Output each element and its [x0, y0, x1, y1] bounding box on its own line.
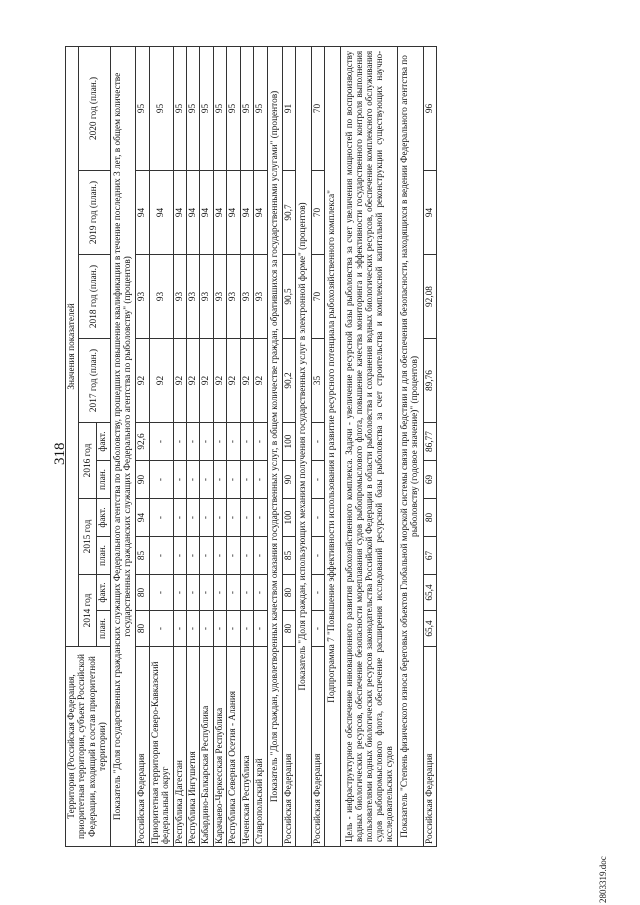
value-cell: 69 — [423, 461, 436, 499]
value-cell: 94 — [200, 171, 213, 255]
value-cell: - — [254, 423, 267, 461]
fact-header: факт. — [97, 423, 110, 461]
value-cell: - — [200, 611, 213, 647]
value-cell: 90,2 — [282, 339, 295, 423]
territory-name: Чеченская Республика — [240, 647, 253, 847]
value-cell: - — [200, 575, 213, 611]
value-cell: 94 — [240, 171, 253, 255]
value-cell: - — [311, 461, 324, 499]
value-cell: 92 — [173, 339, 186, 423]
value-cell: 92 — [227, 339, 240, 423]
value-cell: 85 — [282, 537, 295, 575]
value-cell: - — [311, 575, 324, 611]
value-cell: 93 — [240, 255, 253, 339]
value-cell: 92 — [200, 339, 213, 423]
value-cell: - — [227, 461, 240, 499]
value-cell: - — [240, 423, 253, 461]
plan-header: план. — [97, 611, 110, 647]
value-cell: - — [173, 499, 186, 537]
table-row — [282, 46, 295, 846]
value-cell: - — [149, 611, 173, 647]
value-cell: 90,7 — [282, 171, 295, 255]
value-cell: 93 — [227, 255, 240, 339]
year-plan-header: 2018 год (план.) — [79, 255, 110, 339]
value-cell: - — [254, 537, 267, 575]
value-cell: 90,5 — [282, 255, 295, 339]
value-cell: - — [311, 423, 324, 461]
value-cell: - — [187, 575, 200, 611]
territory-name: Российская Федерация — [311, 647, 324, 847]
territory-name: Карачаево-Черкесская Республика — [213, 647, 226, 847]
value-cell: - — [187, 461, 200, 499]
section-row — [325, 46, 340, 846]
territory-name: Российская Федерация — [136, 647, 149, 847]
section-row — [397, 46, 423, 846]
territory-name: Российская Федерация — [423, 647, 436, 847]
indicator-title: Показатель "Доля граждан, использующих механизм получения государственных услуг в электронной форме" (процентов) — [296, 46, 311, 846]
value-cell: - — [200, 423, 213, 461]
table-body — [110, 46, 437, 846]
value-cell: 93 — [149, 255, 173, 339]
value-cell: 92 — [187, 339, 200, 423]
value-cell: 70 — [311, 46, 324, 170]
goal-text: Цель - инфраструктурное обеспечение инновационного развития рыбохозяйственного комплекса. Задачи - увеличение ресурсной базы рыболовства за счет увеличения мощностей по воспроизводству водных биологических ресурсов, обеспечение безопасности мореплавания судов рыбопромыслового флота, повышение качества мониторинга и эффективности государственного контроля выполнения пользователями водных биологических ресурсов законодательства Российской Федерации в области рыболовства и сохранения водных биологических ресурсов, обеспечение комплексного обслуживания судов рыбопромыслового флота, обеспечение расширения исследований ресурсной базы рыболовства за счет строительства и комплексной капитальной реконструкции существующих научно-исследовательских судов — [340, 46, 397, 846]
value-cell: 94 — [254, 171, 267, 255]
value-cell: 93 — [213, 255, 226, 339]
table-row — [311, 46, 324, 846]
year-plan-header: 2017 год (план.) — [79, 339, 110, 423]
value-cell: - — [254, 575, 267, 611]
value-cell: 100 — [282, 423, 295, 461]
footer-filename: 2803319.doc — [598, 856, 608, 903]
value-cell: - — [187, 423, 200, 461]
value-cell: 91 — [282, 46, 295, 170]
value-cell: 100 — [282, 499, 295, 537]
value-cell: - — [240, 461, 253, 499]
indicator-title: Показатель "Доля государственных гражданских служащих Федерального агентства по рыболовству, прошедших повышение квалификации в течение последних 3 лет, в общем количестве государственных гражданских служащих Федерального агентства по рыболовству" (процентов) — [110, 46, 136, 846]
year-plan-header: 2020 год (план.) — [79, 46, 110, 170]
value-cell: - — [213, 461, 226, 499]
value-cell: 94 — [136, 171, 149, 255]
value-cell: - — [187, 611, 200, 647]
table-row — [187, 46, 200, 846]
value-cell: 65,4 — [423, 575, 436, 611]
table-row — [213, 46, 226, 846]
value-cell: - — [213, 499, 226, 537]
value-cell: 90 — [136, 461, 149, 499]
value-cell: - — [149, 423, 173, 461]
value-cell: - — [187, 499, 200, 537]
value-cell: 86,77 — [423, 423, 436, 461]
value-cell: - — [149, 461, 173, 499]
territory-name: Российская Федерация — [282, 647, 295, 847]
value-cell: 95 — [136, 46, 149, 170]
value-cell: 80 — [136, 575, 149, 611]
value-cell: 94 — [227, 171, 240, 255]
year-header: 2014 год — [79, 575, 97, 647]
value-cell: - — [213, 423, 226, 461]
value-cell: - — [227, 499, 240, 537]
territory-name: Кабардино-Балкарская Республика — [200, 647, 213, 847]
plan-header: план. — [97, 461, 110, 499]
value-cell: - — [240, 537, 253, 575]
table-row — [254, 46, 267, 846]
value-cell: 96 — [423, 46, 436, 170]
territory-name: Республика Ингушетия — [187, 647, 200, 847]
table-row — [200, 46, 213, 846]
plan-header: план. — [97, 537, 110, 575]
table-row — [136, 46, 149, 846]
value-cell: - — [149, 575, 173, 611]
value-cell: - — [254, 611, 267, 647]
value-cell: 90 — [282, 461, 295, 499]
territory-name: Приоритетная территория Северо-Кавказский федеральный округ — [149, 647, 173, 847]
value-cell: 95 — [149, 46, 173, 170]
value-cell: 95 — [227, 46, 240, 170]
value-cell: 93 — [187, 255, 200, 339]
value-cell: - — [149, 499, 173, 537]
value-cell: - — [173, 575, 186, 611]
year-header: 2016 год — [79, 423, 97, 499]
value-cell: 35 — [311, 339, 324, 423]
value-cell: 94 — [173, 171, 186, 255]
value-cell: - — [311, 611, 324, 647]
fact-header: факт. — [97, 575, 110, 611]
table-row — [173, 46, 186, 846]
value-cell: 92 — [149, 339, 173, 423]
table-row — [227, 46, 240, 846]
value-cell: - — [227, 423, 240, 461]
value-cell: 89,76 — [423, 339, 436, 423]
section-row — [110, 46, 136, 846]
value-cell: - — [254, 461, 267, 499]
value-cell: - — [173, 461, 186, 499]
table-row — [149, 46, 173, 846]
value-cell: - — [149, 537, 173, 575]
value-cell: - — [254, 499, 267, 537]
year-plan-header: 2019 год (план.) — [79, 171, 110, 255]
subprogram-title: Подпрограмма 7 "Повышение эффективности использования и развитие ресурсного потенциала рыбохозяйственного комплекса" — [325, 46, 340, 846]
value-cell: 92 — [254, 339, 267, 423]
value-cell: 94 — [136, 499, 149, 537]
value-cell: 92 — [240, 339, 253, 423]
value-cell: 65,4 — [423, 611, 436, 647]
section-row — [340, 46, 397, 846]
value-cell: - — [187, 537, 200, 575]
value-cell: 93 — [173, 255, 186, 339]
value-cell: 95 — [200, 46, 213, 170]
value-cell: - — [240, 499, 253, 537]
value-cell: - — [311, 499, 324, 537]
value-cell: 85 — [136, 537, 149, 575]
value-cell: - — [200, 537, 213, 575]
value-cell: - — [227, 575, 240, 611]
value-cell: 95 — [254, 46, 267, 170]
value-cell: - — [200, 499, 213, 537]
value-cell: 95 — [187, 46, 200, 170]
value-cell: - — [240, 575, 253, 611]
indicator-title: Показатель "Степень физического износа береговых объектов Глобальной морской системы связи при бедствии и для обеспечения безопасности, находящихся в ведении Федерального агентства по рыболовству (годовое значение)" (процентов) — [397, 46, 423, 846]
territory-name: Республика Дагестан — [173, 647, 186, 847]
indicator-title: Показатель "Доля граждан, удовлетворенных качеством оказания государственных услуг, в общем количестве граждан, обратившихся за государственными услугами" (процентов) — [267, 46, 282, 846]
section-row — [267, 46, 282, 846]
section-row — [296, 46, 311, 846]
value-cell: - — [213, 575, 226, 611]
value-cell: 95 — [173, 46, 186, 170]
value-cell: 92,08 — [423, 255, 436, 339]
value-cell: - — [227, 611, 240, 647]
value-cell: - — [200, 461, 213, 499]
value-cell: 93 — [254, 255, 267, 339]
value-cell: - — [213, 611, 226, 647]
value-cell: 80 — [423, 499, 436, 537]
territory-name: Ставропольский край — [254, 647, 267, 847]
territory-header: Территория (Российская Федерация, приоритетная территория, субъект Российской Федерации, входящий в состав приоритетной территории) — [66, 647, 111, 847]
value-cell: 67 — [423, 537, 436, 575]
value-cell: 80 — [282, 575, 295, 611]
value-cell: - — [213, 537, 226, 575]
fact-header: факт. — [97, 499, 110, 537]
value-cell: 94 — [213, 171, 226, 255]
value-cell: 80 — [136, 611, 149, 647]
year-header: 2015 год — [79, 499, 97, 575]
value-cell: 80 — [282, 611, 295, 647]
value-cell: 70 — [311, 255, 324, 339]
value-cell: - — [240, 611, 253, 647]
value-cell: 92 — [213, 339, 226, 423]
page-number: 318 — [52, 442, 68, 465]
value-cell: - — [227, 537, 240, 575]
value-cell: 92,6 — [136, 423, 149, 461]
value-cell: 94 — [423, 171, 436, 255]
value-cell: 94 — [187, 171, 200, 255]
value-cell: - — [311, 537, 324, 575]
value-cell: 92 — [136, 339, 149, 423]
values-header: Значения показателей — [66, 46, 79, 646]
value-cell: - — [173, 423, 186, 461]
territory-name: Республика Северная Осетия - Алания — [227, 647, 240, 847]
value-cell: 95 — [240, 46, 253, 170]
value-cell: - — [173, 537, 186, 575]
value-cell: 93 — [136, 255, 149, 339]
table-row — [423, 46, 436, 846]
value-cell: 94 — [149, 171, 173, 255]
value-cell: - — [173, 611, 186, 647]
value-cell: 70 — [311, 171, 324, 255]
indicators-table — [65, 46, 437, 847]
value-cell: 93 — [200, 255, 213, 339]
table-row — [240, 46, 253, 846]
value-cell: 95 — [213, 46, 226, 170]
